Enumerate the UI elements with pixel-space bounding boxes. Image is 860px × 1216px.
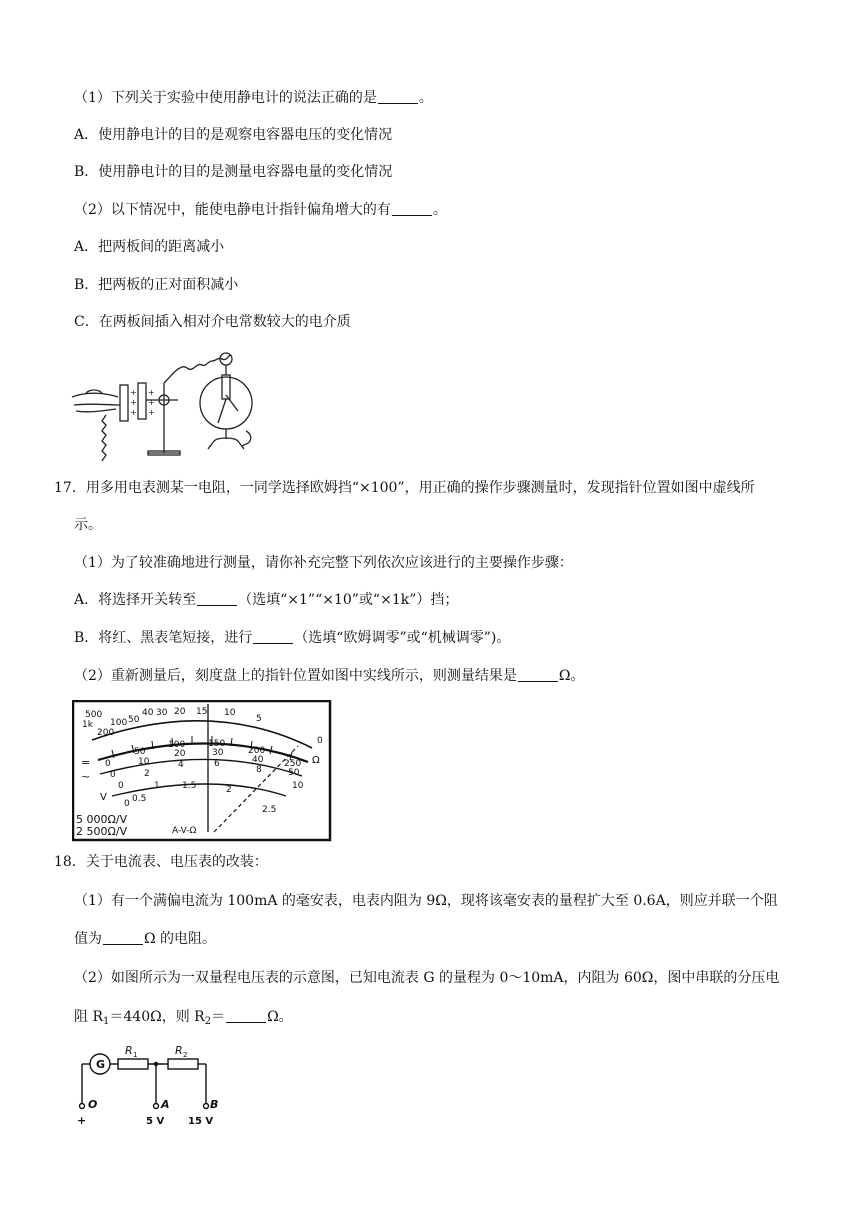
scale-label: 0 <box>110 770 116 780</box>
ohm-label: 15 <box>196 707 208 717</box>
scale-label: 0 <box>118 781 124 791</box>
ohm-symbol: Ω <box>312 755 320 766</box>
q16-part2-option-b: B．把两板的正对面积减小 <box>74 277 239 293</box>
multimeter-dial-figure <box>72 700 332 842</box>
answer-blank[interactable] <box>226 1008 266 1023</box>
positive-sign: + <box>77 1114 87 1127</box>
terminal-b <box>204 1104 209 1109</box>
q16-part1-option-a: A．使用静电计的目的是观察电容器电压的变化情况 <box>74 127 393 143</box>
scale-label: 200 <box>248 746 266 756</box>
scale-label: 1.5 <box>182 781 197 791</box>
answer-blank[interactable] <box>197 591 237 606</box>
scale-label: 150 <box>208 739 226 749</box>
q18-part1-cont: 值为 Ω 的电阻。 <box>74 931 217 947</box>
answer-blank[interactable] <box>103 930 143 945</box>
ohm-label: 100 <box>110 718 128 728</box>
scale-label: 0 <box>105 759 111 769</box>
scale-label: 20 <box>174 749 186 759</box>
scale-label: 2 <box>144 769 150 779</box>
sensitivity-label: 5 000Ω/V <box>76 813 128 826</box>
q18-part2: （2）如图所示为一双量程电压表的示意图，已知电流表 G 的量程为 0～10mA，内阻为 60Ω，图中串联的分压电 <box>74 970 780 986</box>
scale-label: 50 <box>134 747 146 757</box>
volt-mark: V <box>100 792 107 803</box>
q17-part1: （1）为了较准确地进行测量，请你补充完整下列依次应该进行的主要操作步骤： <box>74 555 573 571</box>
resistor-r1 <box>118 1059 148 1069</box>
scale-label: 4 <box>178 760 184 770</box>
scale-label: 8 <box>256 765 262 775</box>
terminal-o-label: O <box>88 1098 98 1111</box>
ohm-label: 40 <box>142 708 154 718</box>
range-5v-label: 5 V <box>146 1116 165 1127</box>
terminal-a-label: A <box>161 1098 170 1111</box>
svg-text:+: + <box>148 388 155 397</box>
dial-mode-label: A-V-Ω <box>172 826 197 836</box>
terminal-o <box>80 1104 85 1109</box>
ohm-label: 50 <box>128 715 140 725</box>
scale-label: 0.5 <box>132 794 147 804</box>
resistor-r2 <box>168 1059 198 1069</box>
scale-label: 6 <box>214 759 220 769</box>
galvanometer-label: G <box>96 1058 106 1071</box>
scale-label: 100 <box>168 740 186 750</box>
answer-blank[interactable] <box>518 667 558 682</box>
scale-label: 50 <box>288 768 300 778</box>
q16-part1: （1）下列关于实验中使用静电计的说法正确的是 。 <box>74 90 433 106</box>
answer-blank[interactable] <box>378 89 418 104</box>
electrometer-apparatus-figure <box>68 345 268 463</box>
q16-part2-option-c: C．在两板间插入相对介电常数较大的电介质 <box>74 314 351 330</box>
scale-label: 2.5 <box>262 805 277 815</box>
svg-text:+: + <box>148 408 155 417</box>
svg-text:+: + <box>148 398 155 407</box>
q17-stem: 17．用多用电表测某一电阻，一同学选择欧姆挡“×100”，用正确的操作步骤测量时，发现指针位置如图中虚线所 <box>54 480 755 496</box>
svg-text:+: + <box>130 408 137 417</box>
svg-text:+: + <box>130 398 137 407</box>
answer-blank[interactable] <box>392 201 432 216</box>
sensitivity-label: 2 500Ω/V <box>76 825 128 838</box>
terminal-b-label: B <box>210 1098 219 1111</box>
q18-stem: 18．关于电流表、电压表的改装： <box>54 854 268 870</box>
range-15v-label: 15 V <box>188 1116 214 1127</box>
scale-label: 10 <box>138 757 150 767</box>
q18-part1: （1）有一个满偏电流为 100mA 的毫安表，电表内阻为 9Ω，现将该毫安表的量程扩大至 0.6A，则应并联一个阻 <box>74 893 778 909</box>
svg-text:+: + <box>130 388 137 397</box>
r1-label: R <box>125 1044 133 1057</box>
r1-subscript: 1 <box>133 1051 138 1059</box>
scale-label: 0 <box>124 799 130 809</box>
scale-label: 40 <box>252 755 264 765</box>
q16-part2: （2）以下情况中，能使电静电计指针偏角增大的有 。 <box>74 202 447 218</box>
answer-blank[interactable] <box>253 629 293 644</box>
scale-label: 2 <box>226 785 232 795</box>
ac-mark: ~ <box>81 770 91 783</box>
q16-part1-option-b: B．使用静电计的目的是测量电容器电量的变化情况 <box>74 164 393 180</box>
ohm-label: 1k <box>82 720 93 730</box>
scale-label: 30 <box>212 748 224 758</box>
terminal-a <box>154 1104 159 1109</box>
scale-label: 1 <box>154 781 160 791</box>
q17-part1-step-a: A．将选择开关转至 （选填“×1”“×10”或“×1k”）挡； <box>74 592 459 608</box>
ohm-label: 10 <box>224 708 236 718</box>
r2-label: R <box>175 1044 183 1057</box>
r2-subscript: 2 <box>183 1051 188 1059</box>
q17-part1-step-b: B．将红、黑表笔短接，进行 （选填“欧姆调零”或“机械调零”)。 <box>74 630 511 646</box>
ohm-label: 200 <box>97 728 115 738</box>
scale-label: 250 <box>284 759 302 769</box>
q17-stem-cont: 示。 <box>74 517 102 533</box>
q16-part2-option-a: A．把两板间的距离减小 <box>74 239 225 255</box>
ohm-label: 0 <box>317 736 323 746</box>
voltmeter-circuit-figure <box>70 1040 230 1130</box>
ohm-label: 30 <box>156 708 168 718</box>
ohm-label: 500 <box>85 710 103 720</box>
ohm-label: 20 <box>174 707 186 717</box>
ohm-label: 5 <box>256 714 262 724</box>
scale-label: 10 <box>292 781 304 791</box>
junction-dot <box>154 1062 158 1066</box>
dc-mark: = <box>81 756 91 769</box>
q17-part2: （2）重新测量后，刻度盘上的指针位置如图中实线所示，则测量结果是 Ω。 <box>74 668 585 684</box>
q18-part2-cont: 阻 $R_1=440\Omega$，则 $R_2= \Omega$。 <box>74 1009 293 1027</box>
